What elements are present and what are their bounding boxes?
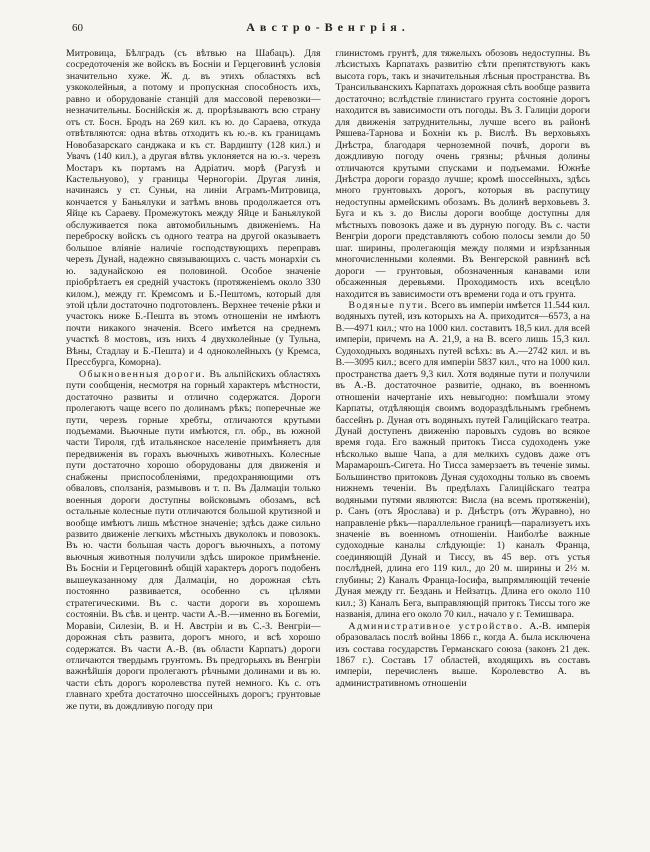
page-title: Австро-Венгрія.	[246, 20, 410, 34]
paragraph	[336, 621, 591, 690]
section-lead: Водяные пути.	[348, 299, 429, 311]
page-header	[66, 20, 590, 42]
paragraph-continuation: Митровица, Бѣлградъ (съ вѣтвью на Шабацъ). Для сосредоточенія же войскъ въ Босніи и Герцеговинѣ условія значительно хуже. Ж. д. въ этихъ областяхъ всѣ узкоколейныя, а потому и пропускная способность ихъ, равно и оборудованіе станцій для массовой перевозки—незначительны. Боснійскія ж. д. прорѣзываютъ всю страну отъ ст. Босн. Бродъ на 269 кил. къ ю. до Сараева, откуда отвѣтвляются: одна вѣтвь отходитъ къ ю.-в. къ границамъ Новобазарскаго санджака и къ ст. Вардишту (128 кил.) и Увачъ (140 кил.), а другая вѣтвь уклоняется на ю.-з. черезъ Мостаръ къ портамъ на Адріатич. морѣ (Рагузѣ и Кастельнуово), у границы Черногоріи. Другая линія, начинаясь у ст. Суньи, на линіи Аграмъ-Митровица, кончается у Баньялуки и затѣмъ вновь продолжается отъ Яйце къ Сараеву. Промежутокъ между Яйце и Баньялукой обслуживается пока автомобильнымъ движеніемъ. На переброску войскъ съ одного театра на другой оказываетъ большое вліяніе наличіе господствующихъ переправъ черезъ Дунай, надежно связывающихъ с. часть монархіи съ ю. задунайскою ея половиной. Особое значеніе пріобрѣтаетъ ея средній участокъ (протяженіемъ около 330 килом.), между гг. Кремсомъ и Б.-Пештомъ, который для этой цѣли достаточно подготовленъ. Верхнее теченіе рѣки и участокъ ниже Б.-Пешта въ этомъ отношеніи не имѣютъ почти никакого значенія. Всего имѣется на среднемъ участкѣ 8 мостовъ, изъ нихъ 4 двухколейные (у Тульна, Вѣны, Стадлау и Б.-Пешта) и 4 одноколейныхъ (у Кремса, Прессбурга, Коморна).	[66, 48, 321, 369]
paragraph-continuation: глинистомъ грунтѣ, для тяжелыхъ обозовъ недоступны. Въ лѣсистыхъ Карпатахъ развитію сѣти препятствуютъ какъ высота горъ, такъ и значительныя лѣсныя пространства. Въ Трансильванскихъ Карпатахъ дорожная сѣть вообще развита достаточно; вслѣдствіе глинистаго грунта состояніе дорогъ находится въ зависимости отъ погоды. Въ З. Галиціи дороги для движенія затруднительны, лучше всего въ районѣ Ряшева-Тарнова и Бохніи къ р. Вислѣ. Въ верховьяхъ Днѣстра, благодаря черноземной почвѣ, дороги въ дождливую погоду очень грязны; рѣчныя долины отличаются крутыми спусками и подъемами. Южнѣе Днѣстра дороги гораздо лучше; кромѣ шоссейныхъ, здѣсь много грунтовыхъ дорогъ, которыя въ распутицу недоступны армейскимъ обозамъ. Въ долинѣ верховьевъ З. Буга и къ з. до Вислы дороги вообще доступны для мѣстныхъ повозокъ даже и въ дурную погоду. Въ с. части Венгріи дороги представляютъ собою полосы земли до 50 шаг. ширины, пролегающія между полями и изрѣзанныя многочисленными колеями. Въ Венгерской равнинѣ всѣ дороги — грунтовыя, обозначенныя канавами или обсаженныя деревьями. Проходимость ихъ всецѣло находится въ зависимости отъ времени года и отъ грунта.	[335, 48, 590, 300]
paragraph	[66, 369, 321, 713]
text-columns	[66, 48, 590, 844]
section-text: Въ альпійскихъ областяхъ пути сообщенія, несмотря на горный характеръ мѣстности, достаточно развиты и отлично содержатся. Дороги пролегаютъ чаще всего по долинамъ рѣкъ; поперечные же пути, черезъ горные хребты, отличаются крутыми подъемами. Вьючные пути имѣются, гл. обр., въ южной части Тироля, гдѣ итальянское населеніе примѣняетъ для передвиженія въ горахъ вьючныхъ животныхъ. Колесные пути достаточно хорошо оборудованы для движенія и снабжены приспособленіями, предохраняющими отъ обваловъ, сползанія, размывовъ и т. п. Въ Далмаціи только военныя дороги доступны войсковымъ обозамъ, всѣ остальные колесные пути отличаются большой крутизной и вообще имѣютъ лишь мѣстное значеніе; здѣсь даже сильно развито движеніе легкихъ мѣстныхъ двуколокъ и повозокъ. Въ ю. части большая часть дорогъ вьючныхъ, а потому вьючныя животныя получили здѣсь широкое примѣненіе. Въ Босніи и Герцеговинѣ общій характеръ дорогъ подобенъ вышеуказанному для Далмаціи, но дорожная сѣть постоянно развивается, особенно съ цѣлями стратегическими. Въ с. части дороги въ хорошемъ состояніи. Въ сѣв. и центр. части А.-В.—именно въ Богеміи, Моравіи, Силезіи, В. и Н. Австріи и въ С.-З. Венгріи—дорожная сѣть развита, дорогъ много, и всѣ хорошо содержатся. Въ части А.-В. (въ области Карпатъ) дороги отличаются твердымъ грунтомъ. Въ предгорьяхъ въ Венгріи важнѣйшія дороги пролегаютъ рѣчными долинами и въ ю. части сѣть дорогъ королевства путей немного. Къ с. отъ главнаго хребта достаточно шоссейныхъ дорогъ; грунтовые же пути, въ дождливую погоду при	[66, 368, 321, 712]
section-lead: Административное устройство.	[348, 620, 524, 632]
section-text: А.-В. имперія образовалась послѣ войны 1866 г., когда А. была исключена изъ состава государствъ Германскаго союза (законъ 21 дек. 1867 г.). Составъ 17 областей, входящихъ въ составъ имперіи, перечисленъ выше. Королевство А. въ административномъ отношеніи	[335, 620, 590, 689]
page-number: 60	[72, 22, 83, 34]
paragraph	[336, 300, 591, 621]
section-text: Всего въ имперіи имѣется 11.544 кил. водяныхъ путей, изъ которыхъ на А. приходится—6573, а на В.—4971 кил.; что на 1000 кил. составитъ 18,5 кил. для всей имперіи, причемъ на А. 21,9, а на В. всего лишь 15,3 кил. Судоходныхъ водяныхъ путей всѣхъ: въ А.—2742 кил. и въ В.—3095 кил.; всего для имперіи 5837 кил., что на 1000 кил. пространства даетъ 9,3 кил. Хотя водяные пути и получили въ А.-В. достаточное развитіе, однако, въ военномъ отношеніи начертаніе ихъ невыгодно: помѣшали этому Карпаты, отдѣляющія своимъ водораздѣльнымъ гребнемъ бассейнъ р. Дуная отъ водяныхъ путей Галиційскаго театра. Дунай доступенъ движенію паровыхъ судовъ во всякое время года. Его важный притокъ Тисса судоходенъ уже нѣсколько выше Чапа, а для мелкихъ судовъ даже отъ Марамарошъ-Сигета. Но Тисса замерзаетъ въ теченіе зимы. Большинство притоковъ Дуная судоходны только въ своемъ нижнемъ теченіи. Въ предѣлахъ Галиційскаго театра водяными путями являются: Висла (на всемъ протяженіи), р. Санъ (отъ Ярослава) и р. Днѣстръ (отъ Журавно), но направленіе рѣкъ—параллельное границѣ—парализуетъ ихъ значеніе въ военномъ отношеніи. Наиболѣе важные судоходные каналы слѣдующіе: 1) каналъ Франца, соединяющій Дунай и Тиссу, въ 45 вер. отъ устья послѣдней, длина его 119 кил., до 20 м. ширины и 2½ м. глубины; 2) Каналъ Франца-Іосифа, выпрямляющій теченіе Дуная между гг. Бездань и Нейзатцъ. Длина его около 110 кил.; 3) Каналъ Бега, выправляющій притокъ Тиссы того же названія, длина его около 70 кил., начало у г. Темишвара.	[335, 299, 590, 621]
right-column	[336, 48, 591, 844]
section-lead: Обыкновенныя дороги.	[79, 368, 206, 380]
left-column	[66, 48, 321, 844]
